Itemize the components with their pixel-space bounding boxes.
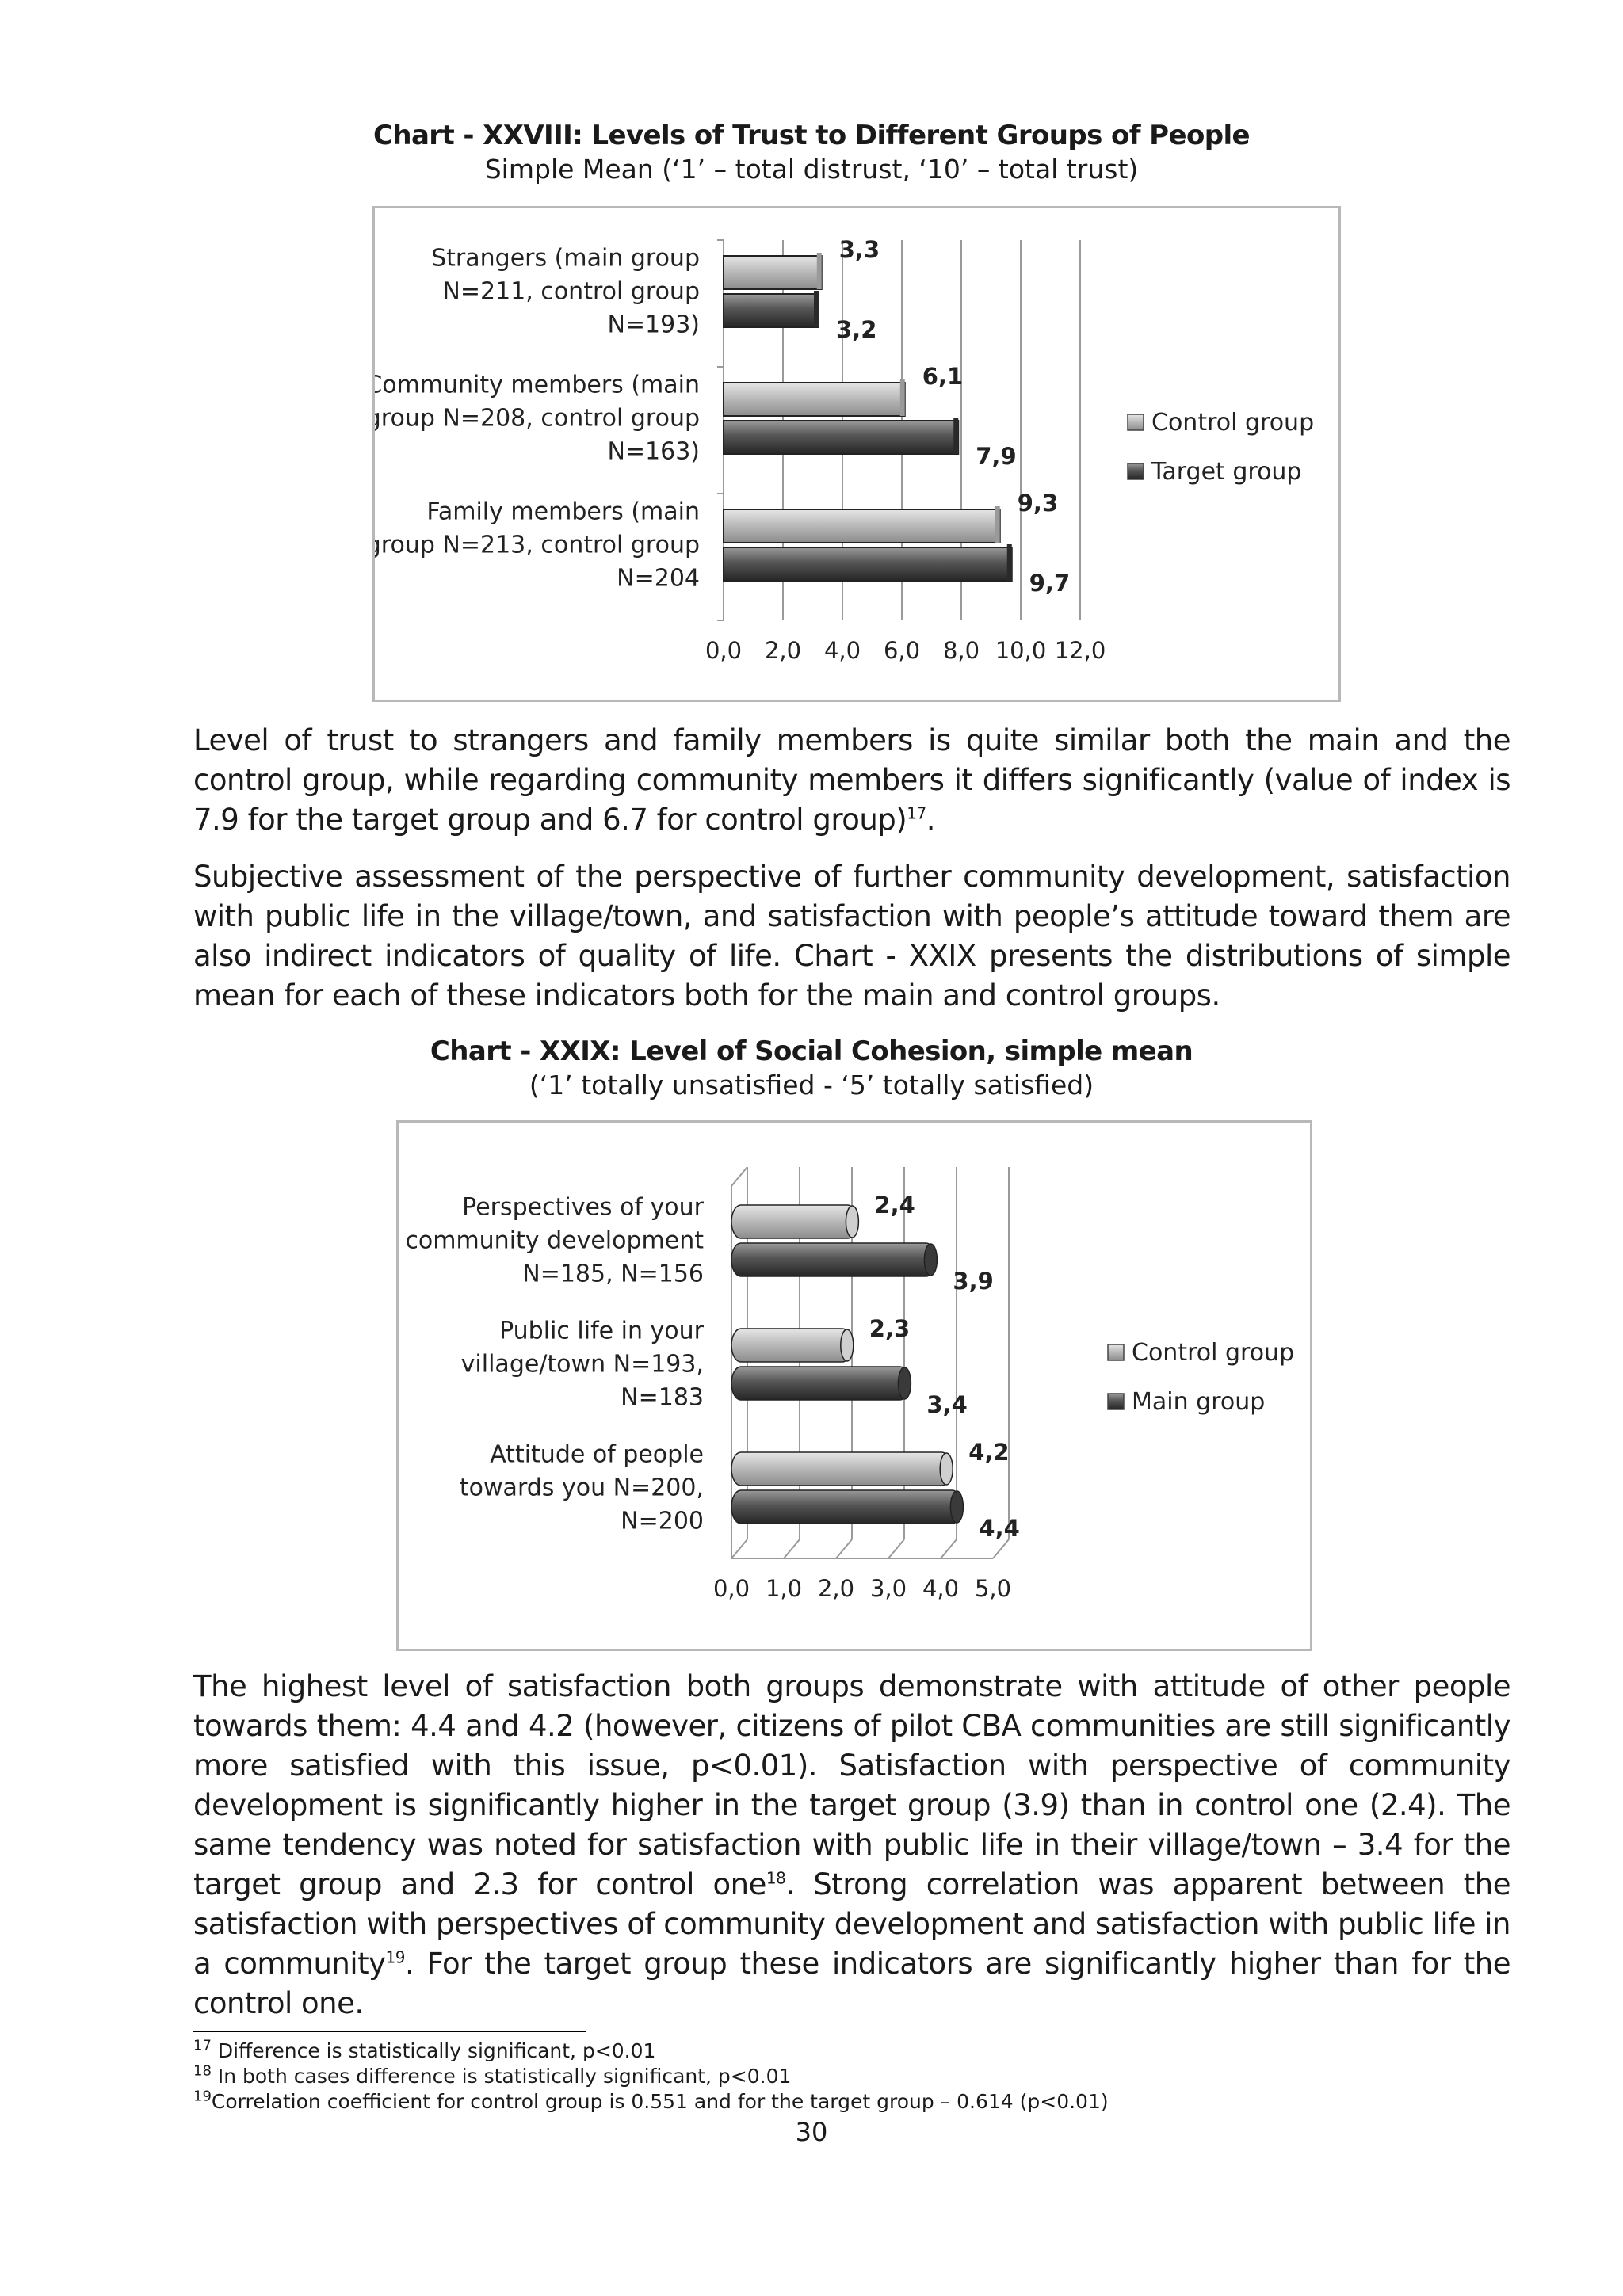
x-tick-label: 6,0 <box>883 637 921 664</box>
bar-side <box>1007 544 1012 581</box>
value-label: 3,3 <box>838 236 880 263</box>
bar-cap <box>950 1491 963 1523</box>
legend-label: Control group <box>1151 409 1315 437</box>
chart28-title: Chart - XXVIII: Levels of Trust to Different Groups of People <box>373 120 1250 151</box>
paragraph-3-text-a: The highest level of satisfaction both groups demonstrate with attitude of other people towards them: 4.4 and 4.2 (however, citizens of pilot CBA communities are still significantly more satisfied with this issue, p<0.01). Satisfaction with perspective of community development is significantly higher in the target group (3.9) than in control one (2.4). The same tendency was noted for satisfaction with public life in their village/town – 3.4 for the target group and 2.3 for control one <box>193 1669 1510 1901</box>
value-label: 2,3 <box>869 1315 911 1342</box>
page-number: 30 <box>795 2117 828 2147</box>
bar <box>731 1329 852 1362</box>
footnote-19 <box>193 2090 1109 2114</box>
gridline-floor <box>731 1539 747 1558</box>
footnote-17-number: 17 <box>193 2037 212 2054</box>
x-tick-label: 3,0 <box>869 1575 907 1602</box>
chart28-frame <box>372 206 1341 702</box>
paragraph-1 <box>193 721 1510 840</box>
footnote-19-text: Correlation coefficient for control group is 0.551 and for the target group – 0.614 (p<0.01) <box>211 2090 1109 2113</box>
gridline-floor <box>888 1539 904 1558</box>
value-label: 9,3 <box>1017 490 1059 517</box>
paragraph-3-text-b: . Strong correlation was apparent between the satisfaction with perspectives of community development and satisfaction with public life in a community <box>193 1867 1510 1981</box>
x-tick-label: 0,0 <box>705 637 743 664</box>
value-label: 7,9 <box>976 443 1017 470</box>
category-label: N=163) <box>607 437 700 466</box>
chart29-subtitle: (‘1’ totally unsatisfied - ‘5’ totally satisfied) <box>529 1070 1094 1100</box>
legend-label: Control group <box>1132 1339 1295 1367</box>
category-label: group N=213, control group <box>375 531 700 559</box>
category-label: Family members (main <box>426 498 700 526</box>
category-label: N=193) <box>607 311 700 339</box>
bar-side <box>814 291 819 327</box>
legend-swatch <box>1128 414 1144 430</box>
gridline-floor <box>836 1539 852 1558</box>
bar-cap <box>841 1329 854 1361</box>
bar-cap <box>898 1367 911 1399</box>
category-label: N=200 <box>621 1507 704 1535</box>
chart29-heading <box>0 1035 1623 1103</box>
footnote-separator <box>193 2031 586 2032</box>
bar <box>724 547 1012 581</box>
value-label: 4,2 <box>968 1439 1010 1466</box>
chart29-title: Chart - XXIX: Level of Social Cohesion, simple mean <box>430 1035 1193 1067</box>
value-label: 3,2 <box>836 316 877 343</box>
bar-side <box>995 506 1000 543</box>
bar-cap <box>846 1206 858 1238</box>
x-tick-label: 1,0 <box>765 1575 803 1602</box>
x-tick-label: 10,0 <box>995 637 1047 664</box>
x-tick-label: 5,0 <box>974 1575 1012 1602</box>
category-label: N=183 <box>621 1383 704 1412</box>
value-label: 9,7 <box>1029 570 1071 597</box>
legend-swatch <box>1108 1394 1124 1409</box>
chart28-heading <box>0 119 1623 187</box>
footnote-18 <box>193 2062 792 2088</box>
x-tick-label: 4,0 <box>823 637 861 664</box>
axis-top-edge <box>731 1167 747 1186</box>
category-label: village/town N=193, <box>460 1350 704 1379</box>
paragraph-3 <box>193 1667 1510 2023</box>
bar-cap <box>924 1244 937 1276</box>
paragraph-1-tail: . <box>926 803 935 837</box>
category-label: N=185, N=156 <box>522 1260 704 1288</box>
chart29-frame <box>396 1120 1312 1651</box>
legend-swatch <box>1108 1344 1124 1360</box>
category-label: Community members (main <box>375 371 700 399</box>
gridline-floor <box>993 1539 1009 1558</box>
value-label: 3,9 <box>953 1268 994 1295</box>
chart28-subtitle: Simple Mean (‘1’ – total distrust, ‘10’ – total trust) <box>484 154 1139 185</box>
legend-label: Main group <box>1132 1388 1266 1416</box>
bar-cap <box>940 1453 953 1485</box>
footnote-17 <box>193 2039 655 2063</box>
x-tick-label: 2,0 <box>817 1575 855 1602</box>
x-tick-label: 12,0 <box>1054 637 1106 664</box>
legend-label: Target group <box>1151 458 1302 486</box>
x-tick-label: 0,0 <box>712 1575 750 1602</box>
paragraph-3-text-c: . For the target group these indicators are significantly higher than for the control one. <box>193 1947 1510 2020</box>
legend-swatch <box>1128 463 1144 479</box>
footnote-19-number: 19 <box>193 2088 212 2105</box>
value-label: 2,4 <box>874 1192 915 1219</box>
category-label: towards you N=200, <box>459 1474 704 1502</box>
x-tick-label: 2,0 <box>764 637 802 664</box>
category-label: N=204 <box>617 564 700 593</box>
paragraph-2-text: Subjective assessment of the perspective of further community development, satisfaction with public life in the village/town, and satisfaction with people’s attitude toward them are also indirect indicators of quality of life. Chart - XXIX presents the distributions of simple mean for each of these indicators both for the main and control groups. <box>193 860 1510 1013</box>
category-label: Strangers (main group <box>431 244 700 273</box>
category-label: community development <box>405 1226 704 1255</box>
bar <box>724 256 822 289</box>
footnote-18-number: 18 <box>193 2062 212 2080</box>
chart29-svg <box>399 1123 1310 1649</box>
gridline-floor <box>784 1539 800 1558</box>
x-tick-label: 4,0 <box>922 1575 960 1602</box>
value-label: 3,4 <box>926 1391 968 1418</box>
paragraph-1-text: Level of trust to strangers and family members is quite similar both the main and the control group, while regarding community members it differs significantly (value of index is 7.9 for the target group and 6.7 for control group) <box>193 723 1510 837</box>
footnote-17-text: Difference is statistically significant, p<0.01 <box>211 2039 656 2062</box>
category-label: group N=208, control group <box>375 404 700 433</box>
bar <box>731 1367 909 1400</box>
bar <box>724 383 905 416</box>
bar <box>724 509 1000 543</box>
gridline-floor <box>941 1539 957 1558</box>
paragraph-2 <box>193 857 1510 1016</box>
category-label: Attitude of people <box>490 1440 704 1469</box>
bar <box>731 1205 857 1238</box>
category-label: N=211, control group <box>442 277 700 306</box>
bar-side <box>817 253 822 289</box>
footnote-ref-17[interactable]: 17 <box>907 803 926 823</box>
bar <box>731 1243 935 1276</box>
footnote-18-text: In both cases difference is statistically significant, p<0.01 <box>211 2065 792 2088</box>
footnote-ref-18[interactable]: 18 <box>766 1868 786 1888</box>
bar <box>724 421 958 454</box>
value-label: 6,1 <box>922 363 964 390</box>
bar <box>731 1490 961 1524</box>
category-label: Perspectives of your <box>462 1193 704 1222</box>
category-label: Public life in your <box>499 1317 704 1345</box>
bar-side <box>900 379 905 416</box>
chart28-svg <box>375 208 1338 700</box>
bar <box>731 1452 951 1486</box>
bar-side <box>953 418 958 454</box>
bar <box>724 294 819 327</box>
footnote-ref-19[interactable]: 19 <box>385 1947 406 1967</box>
value-label: 4,4 <box>979 1515 1020 1542</box>
x-tick-label: 8,0 <box>942 637 980 664</box>
